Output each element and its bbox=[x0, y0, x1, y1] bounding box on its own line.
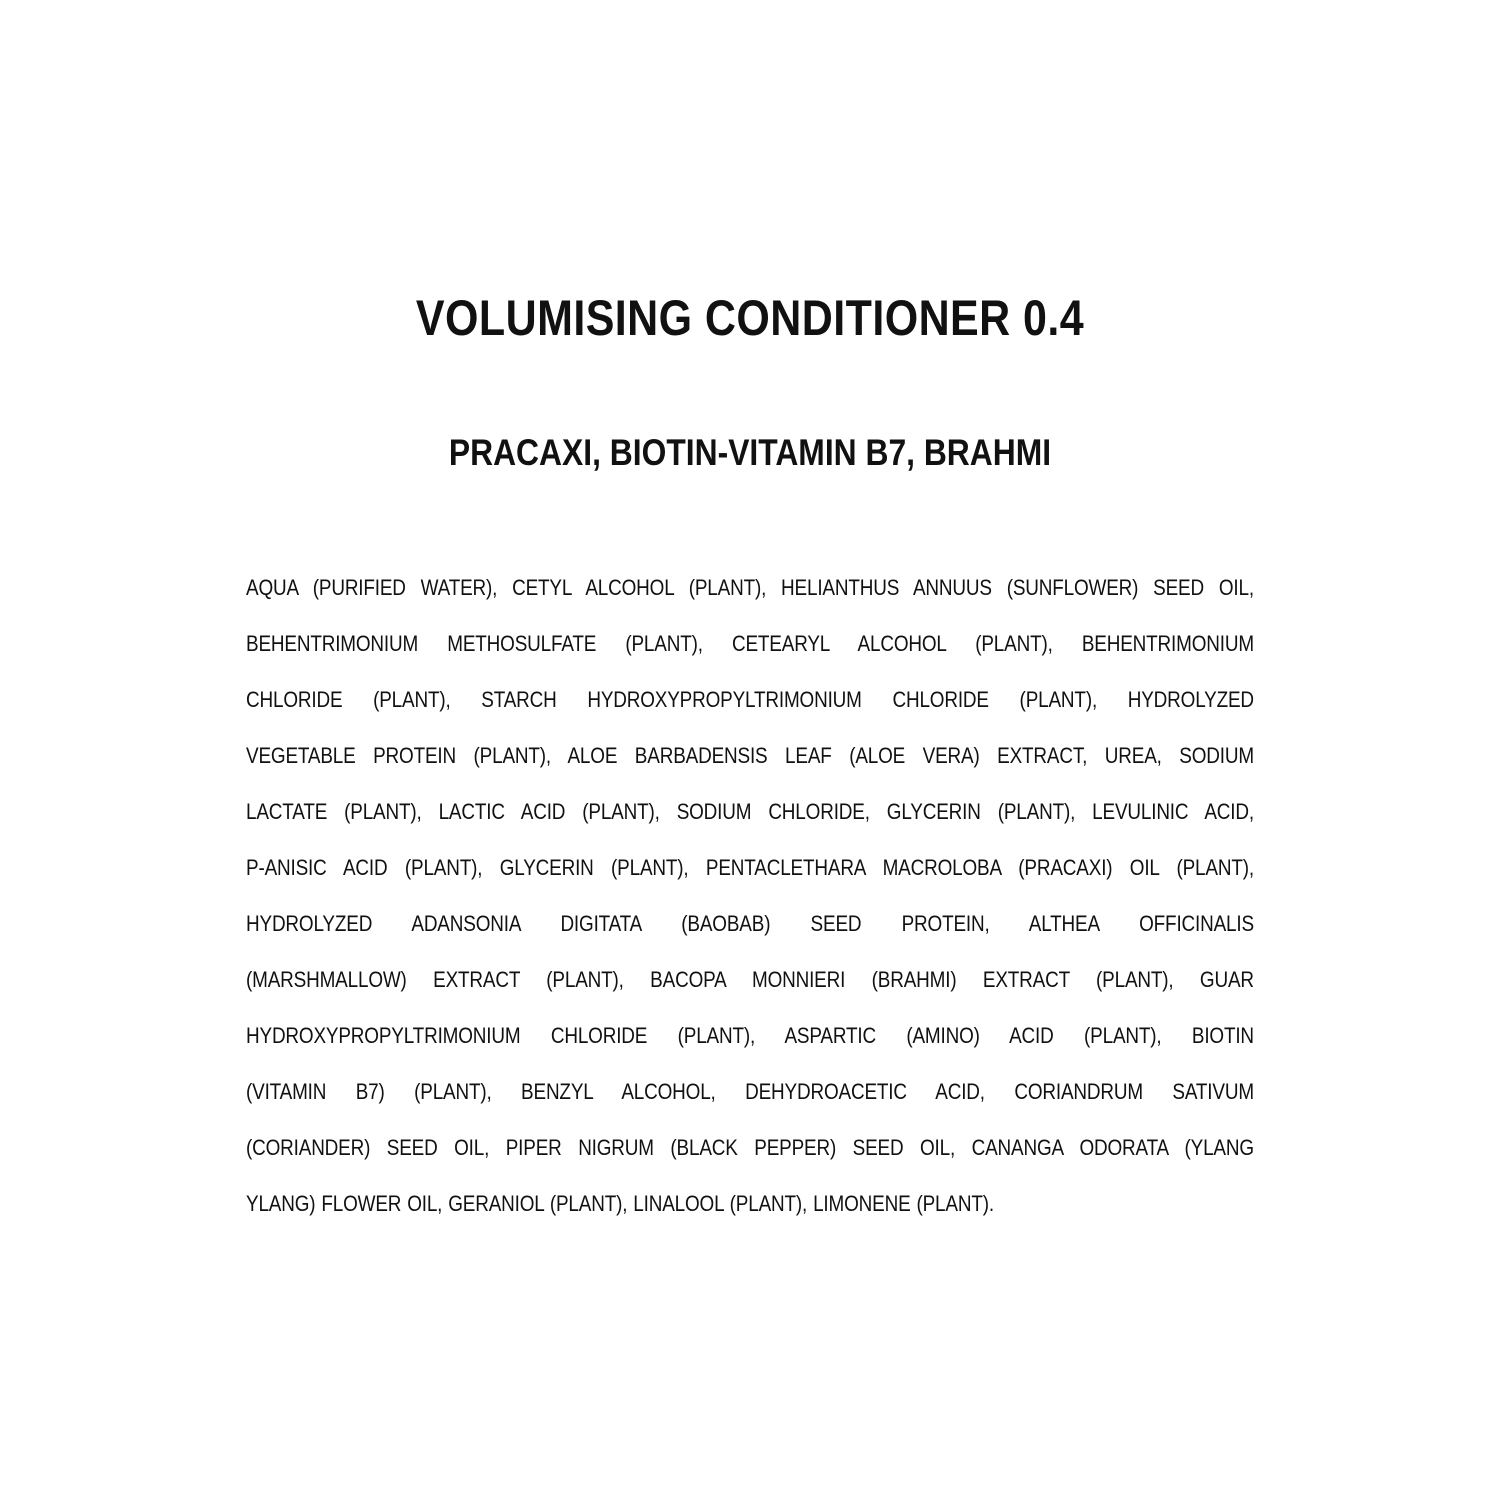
ingredients-line: CHLORIDE (PLANT), STARCH HYDROXYPROPYLTRIMONIUM CHLORIDE (PLANT), HYDROLYZED bbox=[246, 687, 1254, 712]
key-ingredients-heading: PRACAXI, BIOTIN-VITAMIN B7, BRAHMI bbox=[448, 432, 1052, 473]
ingredients-line: AQUA (PURIFIED WATER), CETYL ALCOHOL (PLANT), HELIANTHUS ANNUUS (SUNFLOWER) SEED OIL, bbox=[246, 575, 1254, 600]
ingredients-line: YLANG) FLOWER OIL, GERANIOL (PLANT), LINALOOL (PLANT), LIMONENE (PLANT). bbox=[246, 1191, 994, 1216]
ingredients-line: P-ANISIC ACID (PLANT), GLYCERIN (PLANT), PENTACLETHARA MACROLOBA (PRACAXI) OIL (PLANT), bbox=[246, 855, 1254, 880]
ingredients-list bbox=[246, 560, 1254, 1232]
ingredients-line: (MARSHMALLOW) EXTRACT (PLANT), BACOPA MONNIERI (BRAHMI) EXTRACT (PLANT), GUAR bbox=[246, 967, 1254, 992]
ingredients-line: BEHENTRIMONIUM METHOSULFATE (PLANT), CETEARYL ALCOHOL (PLANT), BEHENTRIMONIUM bbox=[246, 631, 1254, 656]
ingredients-line: VEGETABLE PROTEIN (PLANT), ALOE BARBADENSIS LEAF (ALOE VERA) EXTRACT, UREA, SODIUM bbox=[246, 743, 1254, 768]
ingredients-line: LACTATE (PLANT), LACTIC ACID (PLANT), SODIUM CHLORIDE, GLYCERIN (PLANT), LEVULINIC ACID, bbox=[246, 799, 1254, 824]
ingredients-line: (CORIANDER) SEED OIL, PIPER NIGRUM (BLACK PEPPER) SEED OIL, CANANGA ODORATA (YLANG bbox=[246, 1135, 1254, 1160]
product-title: VOLUMISING CONDITIONER 0.4 bbox=[415, 290, 1085, 346]
ingredients-line: HYDROXYPROPYLTRIMONIUM CHLORIDE (PLANT), ASPARTIC (AMINO) ACID (PLANT), BIOTIN bbox=[246, 1023, 1254, 1048]
ingredients-line: (VITAMIN B7) (PLANT), BENZYL ALCOHOL, DEHYDROACETIC ACID, CORIANDRUM SATIVUM bbox=[246, 1079, 1254, 1104]
ingredients-line: HYDROLYZED ADANSONIA DIGITATA (BAOBAB) SEED PROTEIN, ALTHEA OFFICINALIS bbox=[246, 911, 1254, 936]
